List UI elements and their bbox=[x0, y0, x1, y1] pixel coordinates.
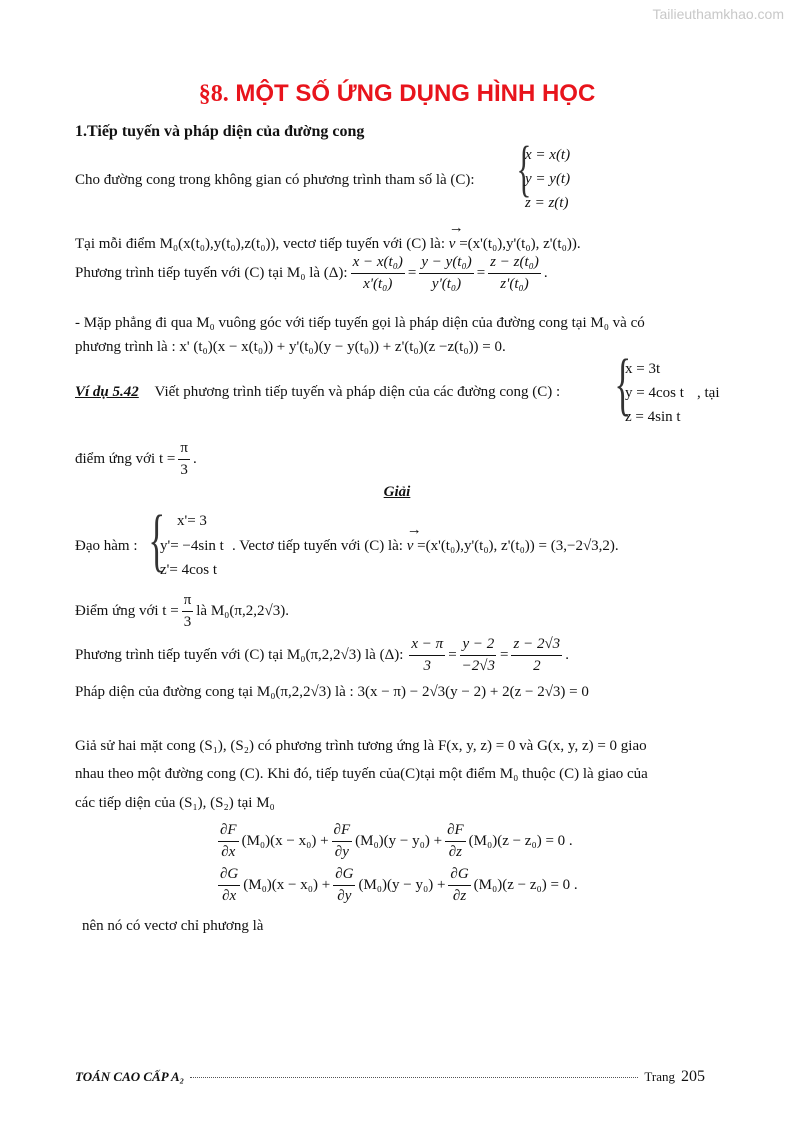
system-line: z'= 4cos t bbox=[160, 562, 217, 578]
fraction: $\frac{x - \pi}{3}$ bbox=[411, 636, 444, 674]
fraction: $\frac{\pi}{3}$ bbox=[183, 592, 192, 630]
normal-plane-line1: - Mặp phẳng đi qua M₀ vuông góc với tiếp tuyến gọi là pháp diện của đường cong tại M₀ và có bbox=[75, 315, 645, 331]
section2-line2: nhau theo một đường cong (C). Khi đó, tiếp tuyến của(C)tại một điểm M₀ thuộc (C) là giao của bbox=[75, 766, 648, 782]
partial-eq-g: $\frac{\partial G}{\partial x}$ (M₀)(x − x₀) + $\frac{\partial G}{\partial y}$ (M₀)(y − y₀) + $\frac{\partial G}{\partial z}$ (M₀)(z − z₀) = 0 . bbox=[220, 866, 578, 904]
example-line: Ví dụ 5.42 Viết phương trình tiếp tuyến và pháp diện của các đường cong (C) : bbox=[75, 384, 561, 400]
example-point-line: điểm ứng với t = $\frac{\pi}{3}$ . bbox=[75, 440, 197, 478]
page-title bbox=[0, 80, 794, 108]
brace: { bbox=[614, 346, 632, 423]
page-number: 205 bbox=[681, 1068, 705, 1085]
fraction: $\frac{\text{y − y(t₀)}}{\text{y'(t₀)}}$ bbox=[421, 254, 472, 292]
footer bbox=[75, 1068, 705, 1086]
watermark: Tailieuthamkhao.com bbox=[652, 6, 784, 22]
solution-tangent-eq: Phương trình tiếp tuyến với (C) tại M₀(π,2,2√3) là (Δ): $\frac{x - \pi}{3}$ = $\frac{y - 2}{-2√3}$ = $\frac{z - 2√3}{2}$ . bbox=[75, 636, 569, 674]
brace: { bbox=[148, 502, 166, 579]
deriv-vector-line: . Vectơ tiếp tuyến với (C) là: → v =(x'(t₀),y'(t₀), z'(t₀)) = (3,−2√3,2). bbox=[232, 538, 619, 555]
fraction: $\frac{\partial G}{\partial z}$ bbox=[450, 866, 469, 904]
system-line: y'= −4sin t bbox=[160, 538, 224, 554]
system-line: z = z(t) bbox=[525, 195, 569, 211]
fraction: $\frac{\text{z − z(t₀)}}{\text{z'(t₀)}}$ bbox=[490, 254, 539, 292]
normal-plane-line2: phương trình là : x' (t₀)(x − x(t₀)) + y'(t₀)(y − y(t₀)) + z'(t₀)(z −z(t₀)) = 0. bbox=[75, 339, 506, 355]
solution-point-line: Điểm ứng với t = $\frac{\pi}{3}$ là M₀(π,2,2√3). bbox=[75, 592, 289, 630]
fraction: $\frac{z - 2√3}{2}$ bbox=[513, 636, 561, 674]
tangent-line-eq: Phương trình tiếp tuyến với (C) tại M₀ là (Δ): $\frac{\text{x − x(t₀)}}{\text{x'(t₀)}}$ = $\frac{\text{y − y(t₀)}}{\text{y'(t₀)}}$ = $\frac{\text{z − z(t₀)}}{\text{z'(t₀)}}$ . bbox=[75, 254, 548, 292]
tangent-vector-line: Tại mỗi điểm M₀(x(t₀),y(t₀),z(t₀)), vectơ tiếp tuyến với (C) là: → v =(x'(t₀),y'(t₀), z'(t₀)). bbox=[75, 236, 581, 253]
partial-eq-f: $\frac{\partial F}{\partial x}$ (M₀)(x − x₀) + $\frac{\partial F}{\partial y}$ (M₀)(y − y₀) + $\frac{\partial F}{\partial z}$ (M₀)(z − z₀) = 0 . bbox=[220, 822, 573, 860]
fraction: $\frac{\partial F}{\partial y}$ bbox=[333, 822, 351, 860]
solution-normal-plane: Pháp diện của đường cong tại M₀(π,2,2√3) là : 3(x − π) − 2√3(y − 2) + 2(z − 2√3) = 0 bbox=[75, 684, 589, 700]
section2-closing: nên nó có vectơ chỉ phương là bbox=[82, 918, 264, 934]
fraction: $\frac{\text{x − x(t₀)}}{\text{x'(t₀)}}$ bbox=[352, 254, 403, 292]
brace: { bbox=[516, 135, 532, 203]
section-number: §8. bbox=[198, 81, 229, 107]
section1-heading: 1.Tiếp tuyến và pháp diện của đường cong bbox=[75, 123, 365, 140]
section2-line3: các tiếp diện của (S₁), (S₂) tại M₀ bbox=[75, 795, 275, 811]
vector-v: → v bbox=[449, 236, 456, 253]
system-line: x'= 3 bbox=[177, 513, 207, 529]
fraction: $\frac{\partial G}{\partial x}$ bbox=[220, 866, 239, 904]
fraction: $\frac{\partial F}{\partial x}$ bbox=[220, 822, 237, 860]
fraction: $\frac{\partial F}{\partial z}$ bbox=[447, 822, 464, 860]
section2-line1: Giả sử hai mặt cong (S₁), (S₂) có phương trình tương ứng là F(x, y, z) = 0 và G(x, y, z) = 0 giao bbox=[75, 738, 647, 754]
system-line: z = 4sin t bbox=[625, 409, 681, 425]
fraction: $\frac{y - 2}{-2√3}$ bbox=[461, 636, 496, 674]
footer-page-label: Trang bbox=[644, 1069, 675, 1084]
fraction: $\frac{\partial G}{\partial y}$ bbox=[335, 866, 354, 904]
example-tai: , tại bbox=[697, 385, 720, 401]
system-line: y = 4cos t bbox=[625, 385, 684, 401]
system-line: x = 3t bbox=[625, 361, 661, 377]
deriv-label: Đạo hàm : bbox=[75, 538, 138, 554]
system-line: x = x(t) bbox=[525, 147, 571, 163]
vector-v: → v bbox=[407, 538, 414, 555]
solution-heading: Giải bbox=[383, 484, 411, 500]
fraction: $\frac{\pi}{3}$ bbox=[180, 440, 188, 478]
section1-intro: Cho đường cong trong không gian có phương trình tham số là (C): bbox=[75, 172, 475, 188]
footer-course: TOÁN CAO CẤP A₂ bbox=[75, 1069, 185, 1084]
title-text: MỘT SỐ ỨNG DỤNG HÌNH HỌC bbox=[235, 80, 596, 107]
footer-dots bbox=[190, 1077, 638, 1078]
system-line: y = y(t) bbox=[525, 171, 571, 187]
example-label: Ví dụ 5.42 bbox=[75, 384, 139, 400]
